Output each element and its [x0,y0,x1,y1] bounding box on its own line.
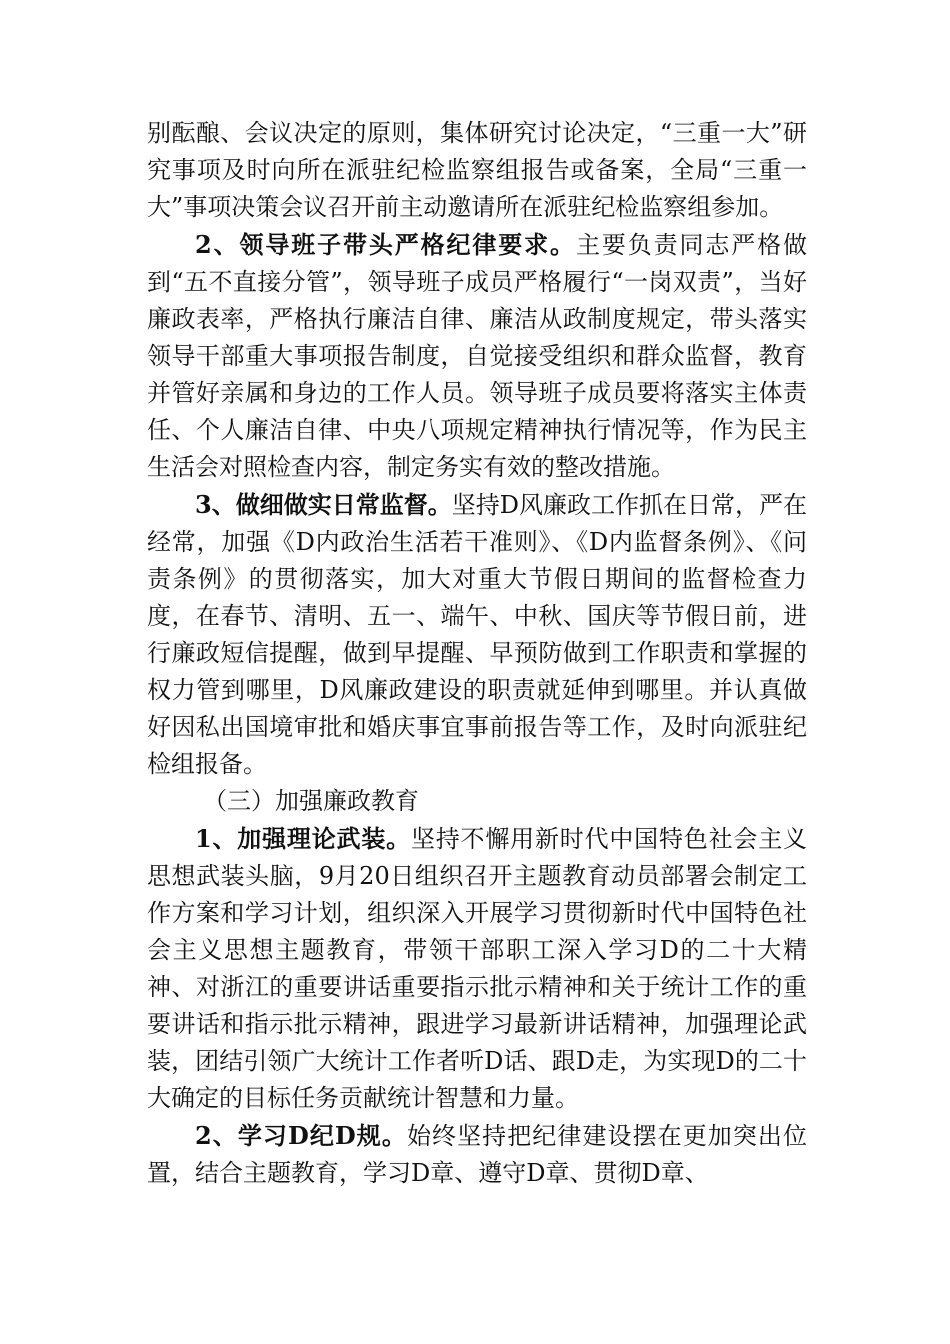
paragraph-text: 始终坚持把纪律建设摆在更加突出位置，结合主题教育，学习D章、遵守D章、贯彻D章、 [147,1122,807,1187]
section-heading-text: （三）加强廉政教育 [203,787,419,815]
paragraph-item-2-leadership-discipline [147,226,807,486]
document-body [147,115,807,1192]
paragraph-text: 坚持不懈用新时代中国特色社会主义思想武装头脑，9月20日组织召开主题教育动员部署会制定工作方案和学习计划，组织深入开展学习贯彻新时代中国特色社会主义思想主题教育，带领干部职工深入学习D的二十大精神、对浙江的重要讲话重要指示批示精神和关于统计工作的重要讲话和指示批示精神，跟进学习最新讲话精神，加强理论武装，团结引领广大统计工作者听D话、跟D走，为实现D的二十大确定的目标任务贡献统计智慧和力量。 [147,825,807,1112]
paragraph-item-2-party-rules [147,1117,807,1192]
paragraph-item-1-theory [147,820,807,1117]
paragraph-lead: 2、学习D纪D规。 [195,1121,407,1150]
paragraph-lead: 2、领导班子带头严格纪律要求。 [195,230,576,259]
paragraph-lead: 3、做细做实日常监督。 [195,490,452,519]
paragraph-lead: 1、加强理论武装。 [195,824,411,853]
paragraph-text: 坚持D风廉政工作抓在日常，严在经常，加强《D内政治生活若干准则》、《D内监督条例》、《问责条例》的贯彻落实，加大对重大节假日期间的监督检查力度，在春节、清明、五一、端午、中秋、国庆等节假日前，进行廉政短信提醒，做到早提醒、早预防做到工作职责和掌握的权力管到哪里，D风廉政建设的职责就延伸到哪里。并认真做好因私出国境审批和婚庆事宜事前报告等工作，及时向派驻纪检组报备。 [147,491,808,778]
paragraph-text: 主要负责同志严格做到“五不直接分管”，领导班子成员严格履行“一岗双责”，当好廉政表率，严格执行廉洁自律、廉洁从政制度规定，带头落实领导干部重大事项报告制度，自觉接受组织和群众监督，教育并管好亲属和身边的工作人员。领导班子成员要将落实主体责任、个人廉洁自律、中央八项规定精神执行情况等，作为民主生活会对照检查内容，制定务实有效的整改措施。 [147,231,807,481]
paragraph-continuation [147,115,807,226]
paragraph-text: 别酝酿、会议决定的原则，集体研究讨论决定，“三重一大”研究事项及时向所在派驻纪检监察组报告或备案，全局“三重一大”事项决策会议召开前主动邀请所在派驻纪检监察组参加。 [147,119,807,221]
section-heading [147,783,807,820]
paragraph-item-3-daily-supervision [147,486,807,783]
